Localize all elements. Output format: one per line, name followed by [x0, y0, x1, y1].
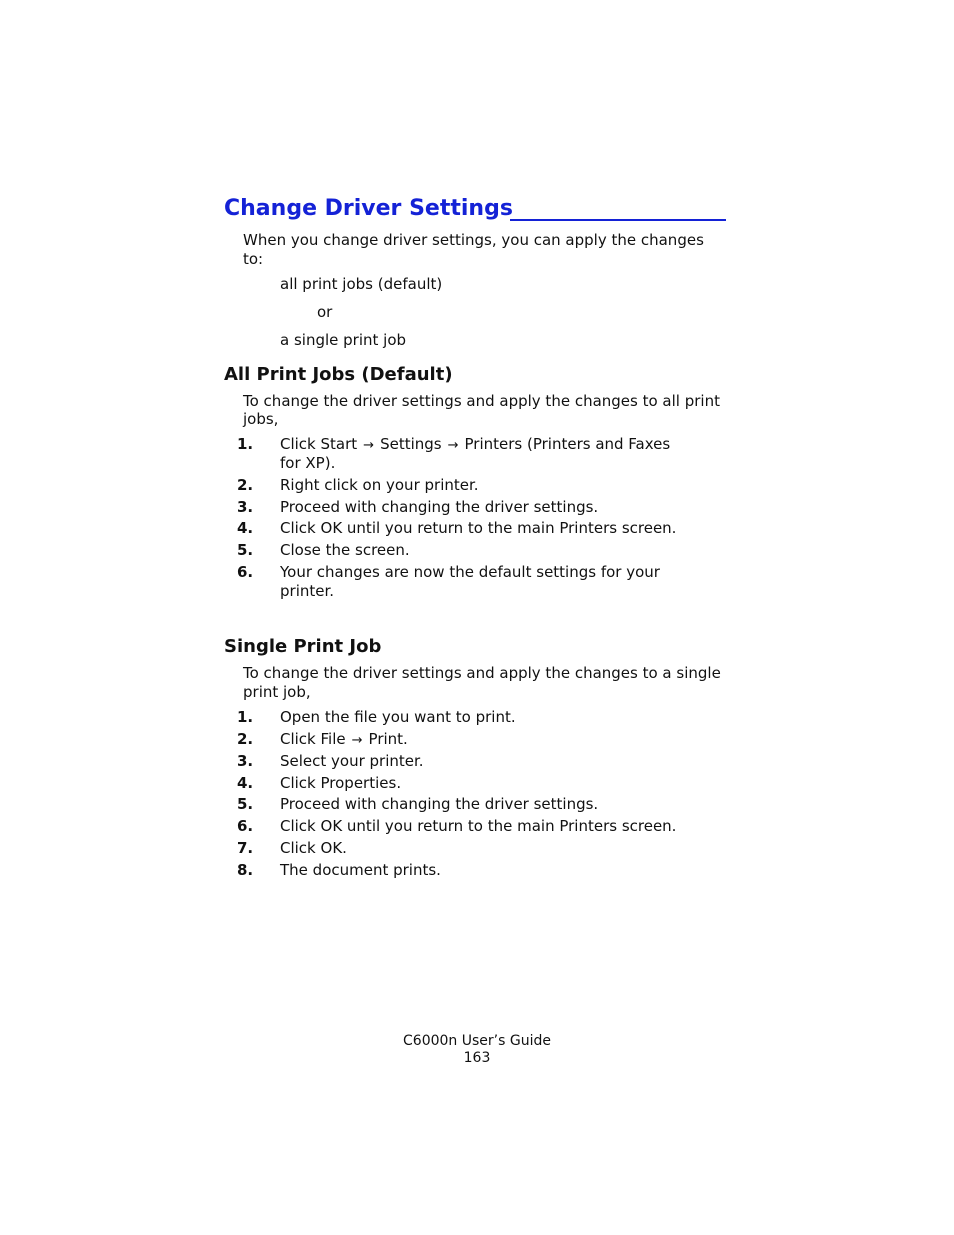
intro-line-2: to: [243, 250, 264, 268]
step-number: 2. [237, 476, 254, 494]
list-item: Click OK. [280, 839, 347, 857]
list-item: Open the file you want to print. [280, 708, 516, 726]
step-text: Settings [380, 435, 442, 453]
list-item: Your changes are now the default settings for your [280, 563, 660, 581]
step-number: 4. [237, 519, 254, 537]
step-number: 5. [237, 541, 254, 559]
list-item [280, 730, 408, 750]
step-number: 7. [237, 839, 254, 857]
footer-guide-title: C6000n User’s Guide [403, 1033, 551, 1049]
list-item: Proceed with changing the driver settings. [280, 498, 599, 516]
step-text-continued: for XP). [280, 454, 336, 472]
step-number: 5. [237, 795, 254, 813]
list-item: Click OK until you return to the main Printers screen. [280, 817, 677, 835]
title-underline [510, 219, 726, 221]
step-number: 1. [237, 708, 254, 726]
option-all-jobs: all print jobs (default) [280, 275, 443, 293]
list-item: Click OK until you return to the main Printers screen. [280, 519, 677, 537]
step-text-continued: printer. [280, 582, 335, 600]
step-text: Print. [368, 730, 408, 748]
step-number: 1. [237, 435, 254, 453]
all-jobs-intro-2: jobs, [243, 410, 279, 428]
step-number: 6. [237, 817, 254, 835]
single-job-intro-1: To change the driver settings and apply the changes to a single [243, 664, 721, 682]
step-number: 6. [237, 563, 254, 581]
step-number: 4. [237, 774, 254, 792]
step-text: Printers (Printers and Faxes [464, 435, 671, 453]
footer-page-number: 163 [463, 1050, 491, 1066]
option-or: or [317, 303, 333, 321]
page-title: Change Driver Settings [224, 196, 513, 221]
arrow-icon: → [363, 438, 375, 453]
step-number: 2. [237, 730, 254, 748]
option-single-job: a single print job [280, 331, 407, 349]
list-item: Proceed with changing the driver settings. [280, 795, 599, 813]
list-item: Select your printer. [280, 752, 424, 770]
step-text: Click Start [280, 435, 358, 453]
all-jobs-intro-1: To change the driver settings and apply the changes to all print [243, 392, 720, 410]
intro-line-1: When you change driver settings, you can apply the changes [243, 231, 704, 249]
list-item [280, 435, 670, 455]
step-text: Click File [280, 730, 346, 748]
single-job-heading: Single Print Job [224, 636, 382, 657]
step-number: 8. [237, 861, 254, 879]
list-item: Click Properties. [280, 774, 402, 792]
list-item: The document prints. [280, 861, 441, 879]
arrow-icon: → [447, 438, 459, 453]
list-item: Close the screen. [280, 541, 410, 559]
list-item: Right click on your printer. [280, 476, 479, 494]
step-number: 3. [237, 498, 254, 516]
all-jobs-heading: All Print Jobs (Default) [224, 364, 453, 385]
single-job-intro-2: print job, [243, 683, 311, 701]
arrow-icon: → [351, 733, 363, 748]
step-number: 3. [237, 752, 254, 770]
